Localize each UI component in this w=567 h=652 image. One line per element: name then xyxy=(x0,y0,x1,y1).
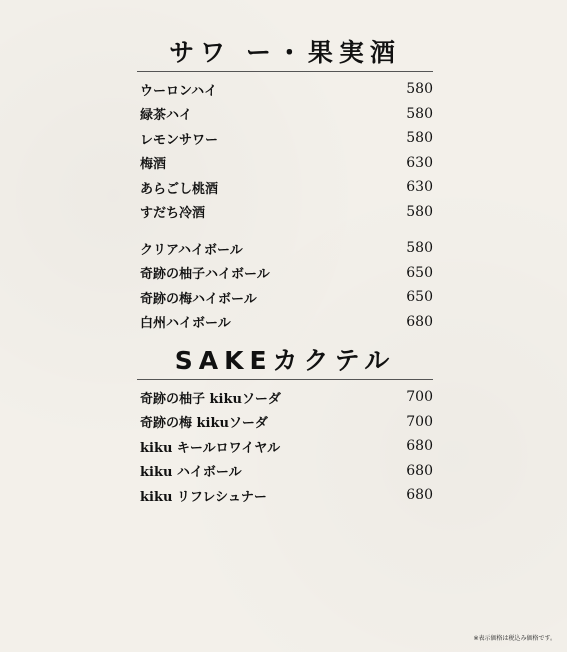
item-price: 580 xyxy=(406,130,433,147)
item-price: 580 xyxy=(406,105,433,122)
item-price: 580 xyxy=(406,240,433,257)
menu-item xyxy=(137,200,433,225)
item-name: kiku ハイボール xyxy=(140,465,242,481)
menu-item xyxy=(137,459,433,484)
sake-cocktail-section xyxy=(137,346,433,508)
item-name: 緑茶ハイ xyxy=(140,108,193,124)
item-price: 580 xyxy=(406,81,433,98)
menu-item xyxy=(137,77,433,102)
menu-item xyxy=(137,151,433,176)
group-spacer xyxy=(137,224,433,236)
item-name: すだち冷酒 xyxy=(140,206,206,222)
menu-item xyxy=(137,175,433,200)
item-price: 650 xyxy=(406,264,433,281)
menu-item xyxy=(137,483,433,508)
item-name: 梅酒 xyxy=(140,157,167,173)
tax-note: ※表示価格は税込み価格です。 xyxy=(473,635,556,642)
sake-cocktail-list xyxy=(137,385,433,508)
item-price: 580 xyxy=(406,203,433,220)
item-price: 700 xyxy=(406,389,433,406)
item-name: クリアハイボール xyxy=(140,242,243,258)
item-price: 630 xyxy=(406,154,433,171)
sour-list-group2 xyxy=(137,236,433,334)
menu-item xyxy=(137,385,433,410)
item-name: 奇跡の梅 kikuソーダ xyxy=(140,416,268,432)
sake-cocktail-heading: SAKEカクテル xyxy=(174,346,396,375)
sour-heading: サワ ー・果実酒 xyxy=(169,38,401,67)
item-name: kiku リフレシュナー xyxy=(140,489,267,505)
item-price: 680 xyxy=(406,462,433,479)
item-price: 630 xyxy=(406,179,433,196)
item-name: 奇跡の梅ハイボール xyxy=(140,291,257,307)
item-price: 680 xyxy=(406,487,433,504)
sour-list-group1 xyxy=(137,77,433,224)
item-price: 700 xyxy=(406,413,433,430)
item-name: ウーロンハイ xyxy=(140,83,218,99)
item-name: kiku キールロワイヤル xyxy=(140,440,281,456)
sour-section xyxy=(137,38,433,334)
menu-item xyxy=(137,126,433,151)
sake-cocktail-divider xyxy=(137,379,433,380)
menu-item xyxy=(137,285,433,310)
item-name: あらごし桃酒 xyxy=(140,181,219,197)
menu-item xyxy=(137,434,433,459)
menu-item xyxy=(137,236,433,261)
menu-item xyxy=(137,310,433,335)
item-name: 奇跡の柚子ハイボール xyxy=(140,267,270,283)
item-name: 奇跡の柚子 kikuソーダ xyxy=(140,391,281,407)
item-price: 650 xyxy=(406,289,433,306)
item-price: 680 xyxy=(406,313,433,330)
menu-item xyxy=(137,410,433,435)
menu-item xyxy=(137,261,433,286)
item-name: レモンサワー xyxy=(140,132,219,148)
sour-divider xyxy=(137,71,433,72)
menu-item xyxy=(137,102,433,127)
item-price: 680 xyxy=(406,438,433,455)
item-name: 白州ハイボール xyxy=(140,316,231,332)
